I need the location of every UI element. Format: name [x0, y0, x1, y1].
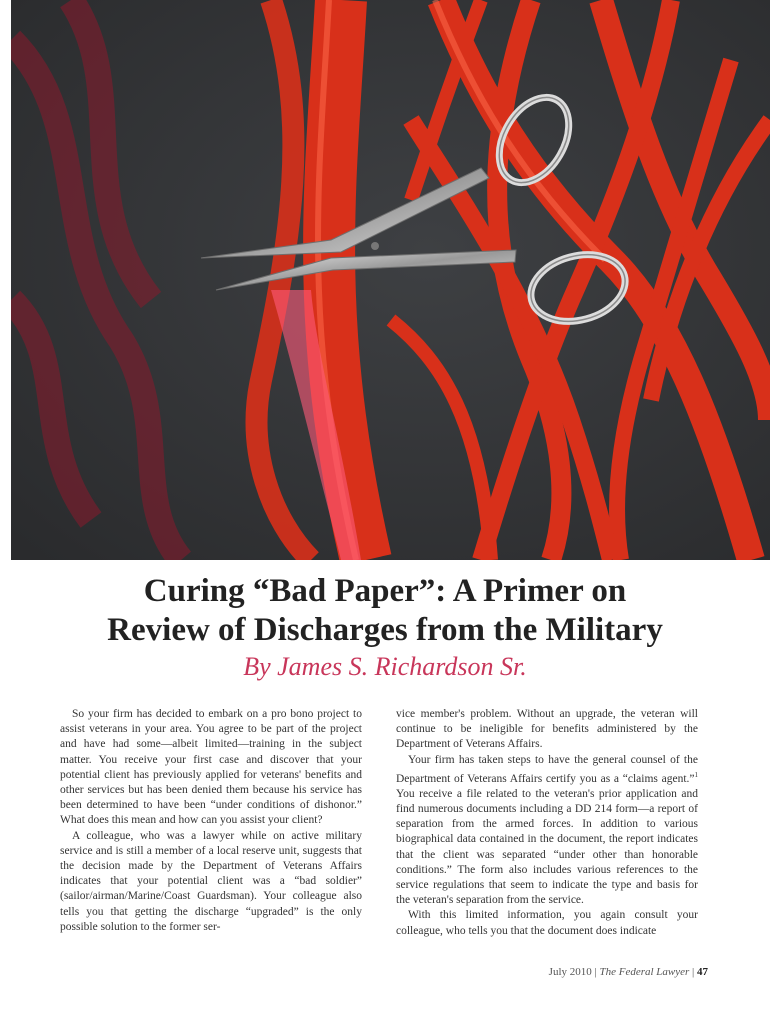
hero-photo-scissors-cutting-red-tape: [11, 0, 770, 560]
article-title-line-1: Curing “Bad Paper”: A Primer on: [143, 573, 627, 609]
article-title: [0, 572, 770, 650]
body-paragraph: A colleague, who was a lawyer while on active military service and is still a member of a local reserve unit, suggests that the decision made by the Department of Veterans Affairs indicates that your potential client was a “bad soldier” (sailor/airman/Marine/Coast Guardsman). Your colleague also tells you that getting the discharge “upgraded” is the only possible solution to the former ser-: [60, 829, 362, 933]
issue-date: July 2010: [548, 966, 592, 978]
footer-separator: |: [594, 966, 597, 978]
page-number: 47: [697, 966, 708, 978]
body-text: You receive a file related to the veteran's prior application and find numerous documents including a DD 214 form—a report of separation from the armed forces. In addition to various biographical data contained in the document, the report indicates that the client was separated “under other than honorable conditions.” The form also includes various references to the service regulations that seem to indicate the type and basis for the veteran's separation from the service.: [396, 787, 698, 907]
body-paragraph: With this limited information, you again consult your colleague, who tells you that the document does indicate: [396, 909, 698, 937]
footnote-reference[interactable]: 1: [694, 770, 698, 779]
magazine-name: The Federal Lawyer: [599, 966, 690, 978]
page-footer: [549, 966, 708, 978]
body-paragraph: vice member's problem. Without an upgrade, the veteran will continue to be ineligible for benefits administered by the Department of Veterans Affairs.: [396, 708, 698, 751]
article-title-line-2: Review of Discharges from the Military: [107, 612, 663, 648]
body-paragraph: So your firm has decided to embark on a pro bono project to assist veterans in your area. You agree to be part of the project and have had some—albeit limited—training in the subject matter. You receive your first case and discover that your potential client has previously applied for veterans' benefits and other services but has been denied them because his service has been determined to have been “under conditions of dishonor.” What does this mean and how can you assist your client?: [60, 708, 362, 827]
author-byline: By James S. Richardson Sr.: [243, 652, 527, 681]
body-column-right: [396, 707, 698, 939]
hero-illustration: [11, 0, 770, 560]
body-paragraph: [396, 753, 698, 909]
footer-separator: |: [692, 966, 695, 978]
body-text: Your firm has taken steps to have the general counsel of the Department of Veterans Affairs certify you as a “claims agent.”: [396, 753, 698, 785]
body-column-left: [60, 707, 362, 935]
